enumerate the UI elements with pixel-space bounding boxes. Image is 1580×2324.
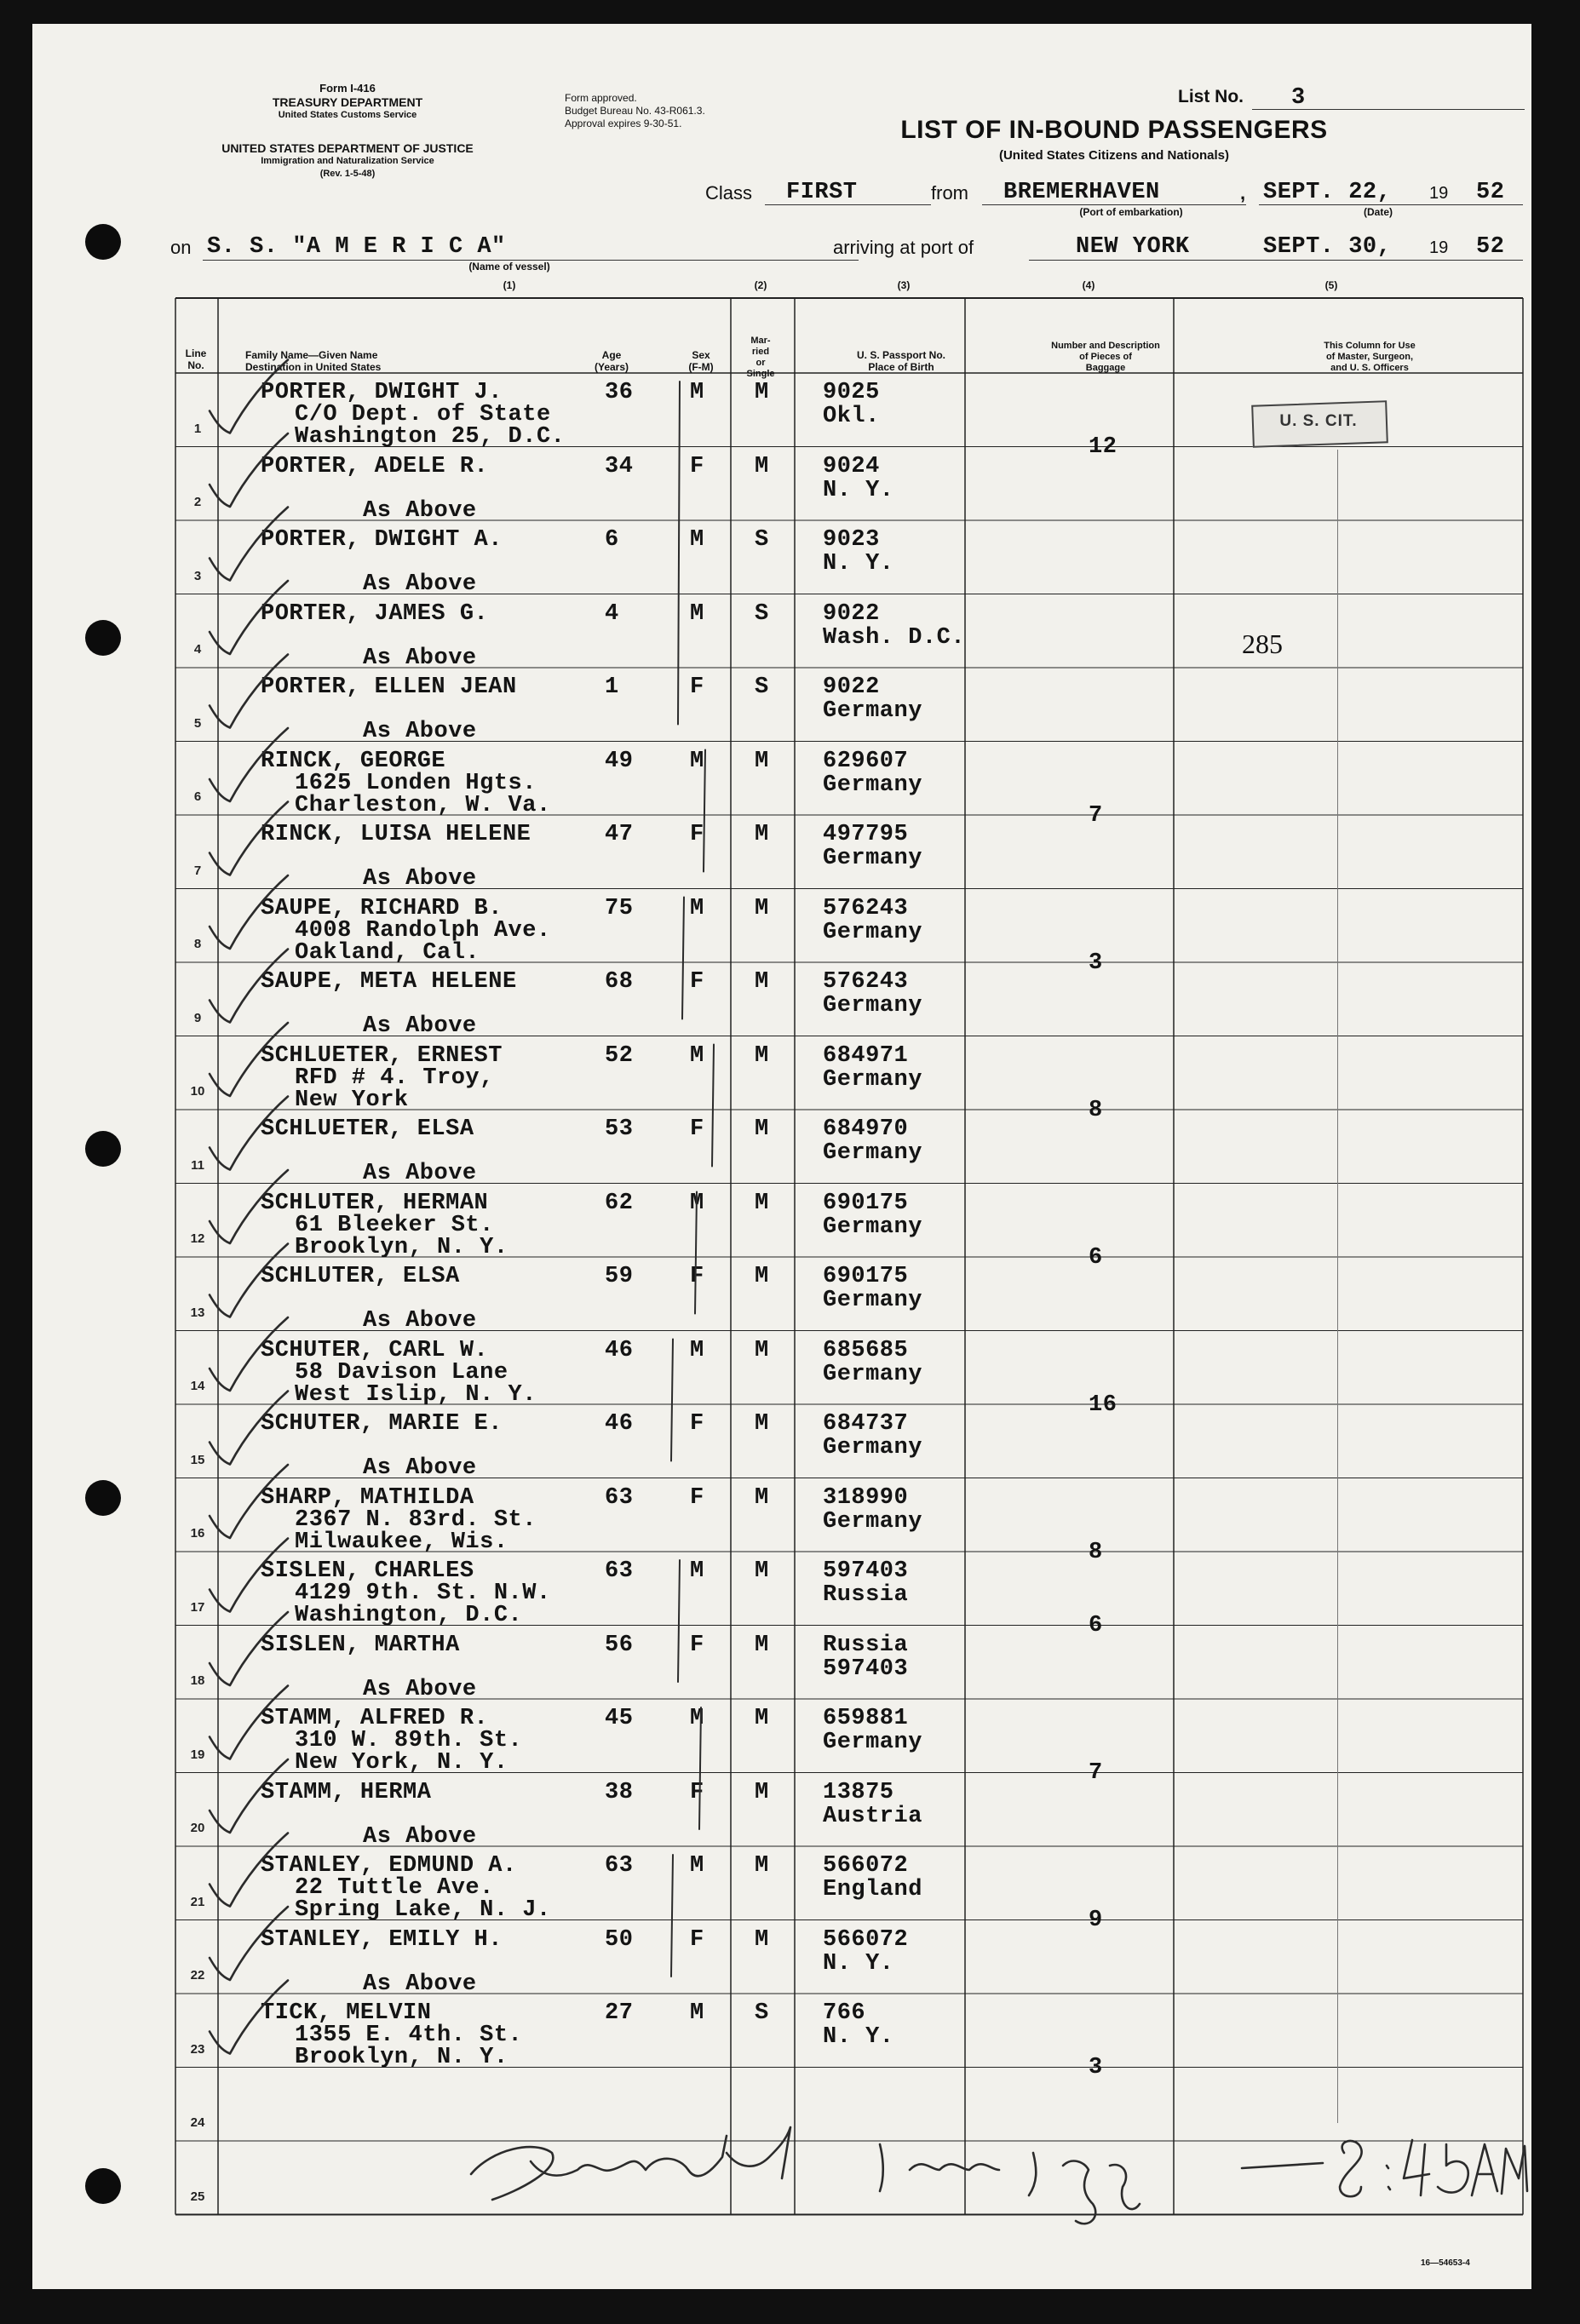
line-number: 16 bbox=[190, 1526, 205, 1541]
list-number-label: List No. bbox=[1178, 87, 1244, 106]
destination-line-2: Charleston, W. Va. bbox=[295, 792, 551, 818]
passenger-name: RINCK, GEORGE bbox=[261, 748, 446, 774]
destination-line-1: 2367 N. 83rd. St. bbox=[295, 1506, 537, 1533]
passenger-age: 75 bbox=[605, 895, 634, 921]
bracket-stroke bbox=[671, 1855, 673, 1977]
bracket-stroke bbox=[682, 898, 684, 1019]
treasury-department: TREASURY DEPARTMENT bbox=[272, 95, 423, 109]
bracket-stroke bbox=[671, 1340, 673, 1461]
approval-line-3: Approval expires 9-30-51. bbox=[565, 118, 682, 129]
line-number: 18 bbox=[190, 1673, 205, 1688]
check-mark bbox=[210, 950, 288, 1023]
passport-number: 576243 bbox=[823, 969, 909, 995]
line-number: 1 bbox=[193, 421, 202, 436]
check-mark bbox=[210, 655, 288, 728]
destination-line-2: Brooklyn, N. Y. bbox=[295, 1234, 508, 1260]
arrival-date: SEPT. 30, bbox=[1263, 234, 1392, 260]
justice-department: UNITED STATES DEPARTMENT OF JUSTICE bbox=[221, 141, 474, 155]
passenger-sex: M bbox=[690, 1042, 704, 1069]
destination-as-above: As Above bbox=[363, 1676, 477, 1702]
destination-line-2: Washington, D.C. bbox=[295, 1603, 523, 1628]
from-label: from bbox=[931, 182, 968, 204]
line-number: 20 bbox=[190, 1821, 205, 1835]
passenger-age: 59 bbox=[605, 1264, 634, 1289]
destination-line-1: 58 Davison Lane bbox=[295, 1359, 508, 1386]
vessel-name: S. S. "A M E R I C A" bbox=[207, 234, 506, 260]
header-officers: This Column for Use of Master, Surgeon, and U. S. Officers bbox=[1324, 341, 1416, 373]
column-number-4: (4) bbox=[1082, 279, 1095, 291]
passport-number: 566072 bbox=[823, 1926, 909, 1953]
departure-date: SEPT. 22, bbox=[1263, 180, 1392, 205]
marital-status: S bbox=[755, 674, 769, 700]
check-mark bbox=[210, 875, 288, 949]
check-mark bbox=[210, 728, 288, 801]
passenger-sex: M bbox=[690, 748, 704, 774]
marital-status: M bbox=[755, 1264, 769, 1289]
marital-status: M bbox=[755, 748, 769, 774]
place-of-birth: Germany bbox=[823, 846, 922, 871]
passport-number: 597403 bbox=[823, 1558, 909, 1584]
arrival-year-prefix: 19 bbox=[1429, 238, 1449, 257]
passenger-sex: F bbox=[690, 1632, 704, 1658]
check-mark bbox=[210, 1686, 288, 1759]
header-name: Family Name—Given Name Destination in United States bbox=[245, 349, 382, 373]
passenger-name: PORTER, JAMES G. bbox=[261, 600, 489, 627]
line-number: 19 bbox=[190, 1747, 205, 1762]
passenger-name: SISLEN, MARTHA bbox=[261, 1632, 460, 1658]
place-of-birth: Germany bbox=[823, 1140, 922, 1166]
marital-status: M bbox=[755, 1632, 769, 1658]
passport-number: Russia bbox=[823, 1632, 909, 1658]
place-of-birth: N. Y. bbox=[823, 477, 894, 503]
destination-line-1: C/O Dept. of State bbox=[295, 402, 551, 428]
passenger-age: 62 bbox=[605, 1190, 634, 1216]
passenger-name: PORTER, DWIGHT A. bbox=[261, 527, 503, 553]
passenger-age: 4 bbox=[605, 600, 619, 627]
passenger-age: 6 bbox=[605, 527, 619, 553]
passenger-sex: F bbox=[690, 1779, 704, 1805]
column-number-5: (5) bbox=[1324, 279, 1338, 291]
handwriting-overlay bbox=[32, 24, 1531, 2289]
header-age: Age (Years) bbox=[594, 349, 629, 373]
date-caption: (Date) bbox=[1363, 206, 1393, 218]
line-number: 12 bbox=[190, 1231, 205, 1246]
embarkation-port: BREMERHAVEN bbox=[1003, 180, 1160, 205]
line-number: 11 bbox=[191, 1157, 204, 1173]
marital-status: M bbox=[755, 969, 769, 995]
baggage-count: 7 bbox=[1089, 802, 1103, 829]
list-number-value: 3 bbox=[1291, 85, 1306, 111]
document-title: LIST OF IN-BOUND PASSENGERS bbox=[900, 116, 1328, 144]
header-sex: Sex (F-M) bbox=[688, 349, 714, 373]
passenger-sex: M bbox=[690, 600, 704, 627]
line-number: 7 bbox=[193, 863, 202, 878]
marital-status: S bbox=[755, 527, 769, 553]
passenger-sex: M bbox=[690, 380, 704, 405]
embarkation-caption: (Port of embarkation) bbox=[1079, 206, 1183, 218]
manifest-page bbox=[32, 24, 1531, 2289]
line-number: 17 bbox=[190, 1599, 205, 1615]
marital-status: M bbox=[755, 1706, 769, 1731]
marital-status: M bbox=[755, 1926, 769, 1953]
passenger-sex: M bbox=[690, 1558, 704, 1584]
marital-status: M bbox=[755, 822, 769, 847]
check-mark bbox=[210, 1907, 288, 1980]
destination-as-above: As Above bbox=[363, 497, 477, 524]
passport-number: 659881 bbox=[823, 1706, 909, 1731]
passenger-name: SAUPE, META HELENE bbox=[261, 969, 517, 995]
baggage-count: 8 bbox=[1089, 1539, 1103, 1565]
passenger-age: 47 bbox=[605, 822, 634, 847]
passport-number: 566072 bbox=[823, 1853, 909, 1879]
passport-number: 685685 bbox=[823, 1337, 909, 1363]
passenger-name: RINCK, LUISA HELENE bbox=[261, 822, 531, 847]
destination-line-2: West Islip, N. Y. bbox=[295, 1381, 537, 1408]
destination-line-1: 22 Tuttle Ave. bbox=[295, 1875, 494, 1901]
passenger-age: 63 bbox=[605, 1484, 634, 1511]
passenger-sex: F bbox=[690, 1484, 704, 1511]
line-number: 13 bbox=[190, 1305, 205, 1320]
column-number-1: (1) bbox=[503, 279, 516, 291]
passenger-sex: M bbox=[690, 895, 704, 921]
check-mark bbox=[210, 1612, 288, 1685]
destination-as-above: As Above bbox=[363, 1455, 477, 1481]
destination-line-1: RFD # 4. Troy, bbox=[295, 1064, 494, 1091]
destination-as-above: As Above bbox=[363, 866, 477, 892]
passport-number: 576243 bbox=[823, 895, 909, 921]
destination-line-1: 4008 Randolph Ave. bbox=[295, 917, 551, 944]
destination-as-above: As Above bbox=[363, 645, 477, 671]
place-of-birth: Okl. bbox=[823, 404, 880, 429]
destination-line-2: Spring Lake, N. J. bbox=[295, 1897, 551, 1923]
check-mark bbox=[210, 508, 288, 581]
passenger-age: 49 bbox=[605, 748, 634, 774]
class-value: FIRST bbox=[786, 180, 858, 205]
passport-number: 9025 bbox=[823, 380, 880, 405]
place-of-birth: Germany bbox=[823, 1288, 922, 1313]
baggage-count: 16 bbox=[1089, 1392, 1117, 1418]
passenger-age: 45 bbox=[605, 1706, 634, 1731]
place-of-birth: Germany bbox=[823, 919, 922, 945]
line-number: 14 bbox=[190, 1379, 205, 1393]
footer-code: 16—54653-4 bbox=[1421, 2258, 1470, 2268]
passenger-age: 63 bbox=[605, 1558, 634, 1584]
marital-status: S bbox=[755, 600, 769, 627]
vessel-caption: (Name of vessel) bbox=[468, 261, 550, 273]
passport-number: 684970 bbox=[823, 1116, 909, 1142]
passport-number: 13875 bbox=[823, 1779, 894, 1805]
line-number: 8 bbox=[193, 937, 202, 951]
check-mark bbox=[210, 581, 288, 654]
bracket-stroke bbox=[699, 1707, 701, 1829]
passenger-sex: F bbox=[690, 822, 704, 847]
passenger-name: STAMM, HERMA bbox=[261, 1779, 432, 1805]
line-number: 9 bbox=[193, 1010, 202, 1025]
passenger-name: SCHLUETER, ELSA bbox=[261, 1116, 474, 1142]
column-number-3: (3) bbox=[897, 279, 911, 291]
destination-line-2: New York bbox=[295, 1087, 409, 1113]
arrival-port: NEW YORK bbox=[1076, 234, 1190, 260]
passenger-sex: F bbox=[690, 1411, 704, 1437]
bracket-stroke bbox=[712, 1045, 714, 1167]
approval-line-1: Form approved. bbox=[565, 92, 637, 104]
passenger-sex: M bbox=[690, 2000, 704, 2026]
destination-line-2: Brooklyn, N. Y. bbox=[295, 2045, 508, 2070]
passport-number: 690175 bbox=[823, 1264, 909, 1289]
bracket-stroke bbox=[678, 1560, 680, 1682]
place-of-birth: Germany bbox=[823, 698, 922, 724]
passenger-age: 27 bbox=[605, 2000, 634, 2026]
us-citizen-stamp-text: U. S. CIT. bbox=[1279, 412, 1358, 430]
passenger-name: SCHUTER, MARIE E. bbox=[261, 1411, 503, 1437]
signature-text bbox=[492, 2144, 992, 2190]
check-mark bbox=[210, 1170, 288, 1243]
destination-line-2: Washington 25, D.C. bbox=[295, 424, 566, 450]
passenger-age: 50 bbox=[605, 1926, 634, 1953]
marital-status: M bbox=[755, 1484, 769, 1511]
baggage-count: 6 bbox=[1089, 1613, 1103, 1638]
check-mark bbox=[210, 1023, 288, 1096]
place-of-birth: N. Y. bbox=[823, 2024, 894, 2050]
destination-line-1: 4129 9th. St. N.W. bbox=[295, 1581, 551, 1606]
passport-number: 9024 bbox=[823, 453, 880, 479]
line-number: 3 bbox=[193, 568, 202, 583]
passenger-name: PORTER, ADELE R. bbox=[261, 453, 489, 479]
marital-status: M bbox=[755, 895, 769, 921]
check-mark bbox=[210, 1244, 288, 1317]
passenger-age: 38 bbox=[605, 1779, 634, 1805]
destination-line-2: New York, N. Y. bbox=[295, 1750, 508, 1776]
marital-status: M bbox=[755, 1042, 769, 1069]
on-label: on bbox=[170, 237, 192, 258]
destination-as-above: As Above bbox=[363, 1013, 477, 1039]
passenger-sex: F bbox=[690, 674, 704, 700]
column-number-2: (2) bbox=[754, 279, 767, 291]
departure-year: 52 bbox=[1476, 180, 1505, 205]
line-number: 6 bbox=[193, 789, 202, 804]
baggage-count: 6 bbox=[1089, 1244, 1103, 1271]
baggage-count: 7 bbox=[1089, 1760, 1103, 1786]
passenger-name: SISLEN, CHARLES bbox=[261, 1558, 474, 1584]
line-number: 24 bbox=[190, 2115, 205, 2130]
officer-total: 285 bbox=[1242, 628, 1283, 659]
destination-line-1: 61 Bleeker St. bbox=[295, 1212, 494, 1238]
check-mark bbox=[210, 1759, 288, 1833]
passenger-name: STANLEY, EMILY H. bbox=[261, 1926, 503, 1953]
comma: , bbox=[1240, 182, 1246, 204]
line-number: 23 bbox=[190, 2041, 205, 2057]
passenger-name: SCHLUTER, ELSA bbox=[261, 1264, 460, 1289]
passport-number: 9022 bbox=[823, 600, 880, 627]
passenger-name: SHARP, MATHILDA bbox=[261, 1484, 474, 1511]
marital-status: M bbox=[755, 1337, 769, 1363]
destination-line-1: 1355 E. 4th. St. bbox=[295, 2023, 523, 2048]
passenger-name: SCHLUTER, HERMAN bbox=[261, 1190, 489, 1216]
passenger-name: SAUPE, RICHARD B. bbox=[261, 895, 503, 921]
baggage-count: 3 bbox=[1089, 950, 1103, 976]
passenger-age: 46 bbox=[605, 1411, 634, 1437]
header-passport: U. S. Passport No. Place of Birth bbox=[856, 349, 946, 373]
header-line-no: Line No. bbox=[185, 347, 210, 371]
check-mark bbox=[210, 1833, 288, 1907]
check-mark bbox=[210, 1097, 288, 1170]
place-of-birth: Germany bbox=[823, 1214, 922, 1240]
passenger-age: 56 bbox=[605, 1632, 634, 1658]
passenger-sex: F bbox=[690, 1264, 704, 1289]
place-of-birth: Germany bbox=[823, 1066, 922, 1093]
passenger-sex: M bbox=[690, 1337, 704, 1363]
place-of-birth: Germany bbox=[823, 1435, 922, 1460]
destination-as-above: As Above bbox=[363, 1308, 477, 1334]
baggage-count: 3 bbox=[1089, 2055, 1103, 2080]
baggage-count: 9 bbox=[1089, 1908, 1103, 1933]
line-number: 15 bbox=[190, 1452, 205, 1467]
passport-number: 684737 bbox=[823, 1411, 909, 1437]
departure-year-prefix: 19 bbox=[1429, 184, 1449, 203]
bracket-stroke bbox=[695, 1192, 697, 1314]
marital-status: M bbox=[755, 1411, 769, 1437]
passenger-sex: M bbox=[690, 1706, 704, 1731]
passenger-age: 63 bbox=[605, 1853, 634, 1879]
passport-number: 684971 bbox=[823, 1042, 909, 1069]
arrival-year: 52 bbox=[1476, 234, 1505, 260]
place-of-birth: Russia bbox=[823, 1582, 909, 1608]
passenger-sex: M bbox=[690, 1190, 704, 1216]
line-number: 5 bbox=[193, 715, 202, 731]
place-of-birth: 597403 bbox=[823, 1655, 909, 1682]
check-mark bbox=[210, 1392, 288, 1465]
customs-service: United States Customs Service bbox=[278, 110, 417, 120]
passenger-sex: F bbox=[690, 453, 704, 479]
baggage-count: 8 bbox=[1089, 1097, 1103, 1123]
marital-status: M bbox=[755, 1116, 769, 1142]
check-mark bbox=[210, 1465, 288, 1538]
passenger-age: 53 bbox=[605, 1116, 634, 1142]
passenger-sex: F bbox=[690, 969, 704, 995]
passenger-sex: F bbox=[690, 1926, 704, 1953]
place-of-birth: Germany bbox=[823, 1730, 922, 1755]
marital-status: M bbox=[755, 1779, 769, 1805]
check-mark bbox=[210, 1539, 288, 1612]
marital-status: M bbox=[755, 1853, 769, 1879]
document-subtitle: (United States Citizens and Nationals) bbox=[998, 148, 1230, 163]
passenger-sex: F bbox=[690, 1116, 704, 1142]
passenger-age: 1 bbox=[605, 674, 619, 700]
passport-number: 766 bbox=[823, 2000, 866, 2026]
destination-line-1: 310 W. 89th. St. bbox=[295, 1728, 523, 1753]
bracket-stroke bbox=[704, 750, 705, 872]
destination-as-above: As Above bbox=[363, 719, 477, 744]
marital-status: M bbox=[755, 453, 769, 479]
baggage-count: 12 bbox=[1089, 434, 1117, 460]
check-mark bbox=[210, 360, 288, 433]
line-number: 22 bbox=[190, 1968, 205, 1983]
header-married: Mar- ried or Single bbox=[746, 336, 775, 379]
destination-line-2: Oakland, Cal. bbox=[295, 939, 480, 966]
place-of-birth: N. Y. bbox=[823, 1950, 894, 1977]
line-number: 21 bbox=[190, 1894, 205, 1909]
destination-as-above: As Above bbox=[363, 571, 477, 597]
line-number: 4 bbox=[193, 642, 202, 657]
passenger-name: STAMM, ALFRED R. bbox=[261, 1706, 489, 1731]
destination-line-2: Milwaukee, Wis. bbox=[295, 1529, 508, 1555]
passport-number: 9023 bbox=[823, 527, 880, 553]
line-number: 2 bbox=[193, 495, 202, 509]
passenger-age: 34 bbox=[605, 453, 634, 479]
approval-line-2: Budget Bureau No. 43-R061.3. bbox=[565, 105, 705, 117]
passport-number: 497795 bbox=[823, 822, 909, 847]
passenger-age: 46 bbox=[605, 1337, 634, 1363]
line-number: 25 bbox=[190, 2189, 205, 2204]
place-of-birth: Germany bbox=[823, 993, 922, 1019]
passport-number: 318990 bbox=[823, 1484, 909, 1511]
passenger-name: TICK, MELVIN bbox=[261, 2000, 432, 2026]
place-of-birth: Germany bbox=[823, 1508, 922, 1535]
check-mark bbox=[210, 802, 288, 875]
line-number: 10 bbox=[190, 1084, 205, 1099]
place-of-birth: Austria bbox=[823, 1803, 922, 1829]
place-of-birth: Wash. D.C. bbox=[823, 624, 966, 651]
form-number: Form I-416 bbox=[319, 82, 376, 95]
passenger-sex: M bbox=[690, 1853, 704, 1879]
marital-status: M bbox=[755, 380, 769, 405]
passport-number: 629607 bbox=[823, 748, 909, 774]
marital-status: M bbox=[755, 1558, 769, 1584]
header-baggage: Number and Description of Pieces of Baggage bbox=[1051, 341, 1160, 373]
destination-as-above: As Above bbox=[363, 1823, 477, 1850]
passenger-name: PORTER, DWIGHT J. bbox=[261, 380, 503, 405]
passenger-age: 68 bbox=[605, 969, 634, 995]
passenger-age: 52 bbox=[605, 1042, 634, 1069]
passenger-name: SCHUTER, CARL W. bbox=[261, 1337, 489, 1363]
place-of-birth: Germany bbox=[823, 772, 922, 798]
place-of-birth: Germany bbox=[823, 1361, 922, 1387]
bracket-stroke bbox=[678, 382, 680, 725]
passenger-age: 36 bbox=[605, 380, 634, 405]
check-mark bbox=[210, 1981, 288, 2054]
signature-time-text bbox=[1336, 2138, 1526, 2189]
passenger-name: PORTER, ELLEN JEAN bbox=[261, 674, 517, 700]
destination-line-1: 1625 Londen Hgts. bbox=[295, 770, 537, 796]
place-of-birth: England bbox=[823, 1877, 922, 1902]
destination-as-above: As Above bbox=[363, 1161, 477, 1186]
passenger-name: STANLEY, EDMUND A. bbox=[261, 1853, 517, 1879]
marital-status: M bbox=[755, 1190, 769, 1216]
immigration-service: Immigration and Naturalization Service bbox=[261, 156, 434, 166]
marital-status: S bbox=[755, 2000, 769, 2026]
destination-as-above: As Above bbox=[363, 1971, 477, 1997]
passport-number: 690175 bbox=[823, 1190, 909, 1216]
passenger-sex: M bbox=[690, 527, 704, 553]
passenger-name: SCHLUETER, ERNEST bbox=[261, 1042, 503, 1069]
passport-number: 9022 bbox=[823, 674, 880, 700]
check-mark bbox=[210, 1317, 288, 1391]
arriving-label: arriving at port of bbox=[833, 237, 974, 258]
place-of-birth: N. Y. bbox=[823, 551, 894, 577]
check-mark bbox=[210, 433, 288, 507]
class-label: Class bbox=[705, 182, 753, 204]
revision-date: (Rev. 1-5-48) bbox=[319, 169, 376, 179]
